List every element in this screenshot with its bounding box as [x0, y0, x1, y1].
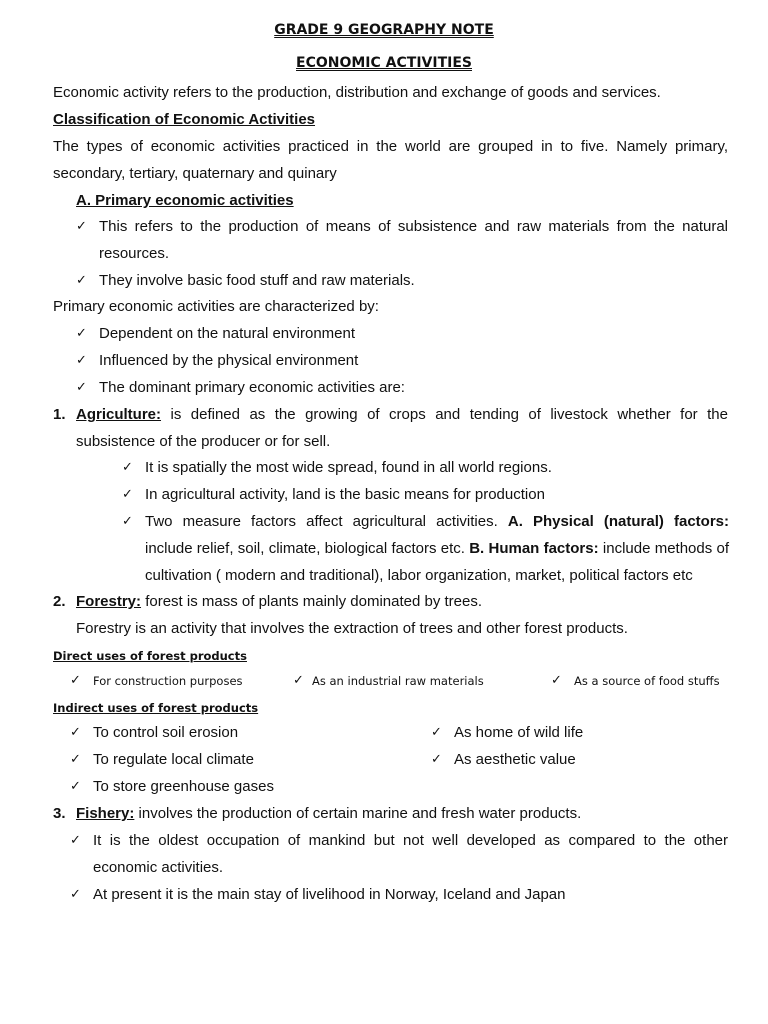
check-icon: ✓: [70, 752, 81, 767]
human-factors-label: B. Human factors:: [469, 540, 599, 557]
fishery-bullet-1: It is the oldest occupation of mankind but not well developed as compared to the other: [93, 832, 728, 849]
forestry-def-text: forest is mass of plants mainly dominated by trees.: [141, 593, 483, 610]
classification-line2: secondary, tertiary, quaternary and quinary: [53, 165, 337, 182]
primary-bullet-1: This refers to the production of means of subsistence and raw materials from the natural: [99, 218, 728, 235]
agriculture-number: 1.: [53, 406, 66, 423]
agriculture-point-2: In agricultural activity, land is the basic means for production: [145, 486, 545, 503]
check-icon: ✓: [76, 380, 87, 395]
fishery-bullet-2: At present it is the main stay of livelihood in Norway, Iceland and Japan: [93, 886, 566, 903]
indirect-use-item: To store greenhouse gases: [93, 778, 274, 795]
physical-factors-label: A. Physical (natural) factors:: [507, 513, 729, 530]
check-icon: ✓: [551, 673, 562, 688]
check-icon: ✓: [122, 514, 133, 529]
direct-use-item: As an industrial raw materials: [312, 674, 484, 688]
direct-use-item: As a source of food stuffs: [574, 674, 720, 688]
primary-char-2: Influenced by the physical environment: [99, 352, 359, 369]
check-icon: ✓: [70, 725, 81, 740]
indirect-use-item: As home of wild life: [454, 724, 584, 741]
agriculture-point-1: It is spatially the most wide spread, found in all world regions.: [145, 459, 552, 476]
indirect-uses-heading: Indirect uses of forest products: [53, 701, 259, 715]
check-icon: ✓: [70, 673, 81, 688]
fishery-def-text: involves the production of certain marine and fresh water products.: [134, 805, 582, 822]
check-icon: ✓: [293, 673, 304, 688]
direct-use-item: For construction purposes: [93, 674, 243, 688]
classification-heading: Classification of Economic Activities: [53, 111, 316, 128]
primary-bullet-1-cont: resources.: [99, 245, 170, 262]
primary-bullet-2: They involve basic food stuff and raw materials.: [99, 272, 415, 289]
check-icon: ✓: [122, 487, 133, 502]
check-icon: ✓: [70, 887, 81, 902]
agriculture-def-text: is defined as the growing of crops and tending of livestock whether for the: [161, 406, 728, 423]
check-icon: ✓: [70, 779, 81, 794]
primary-char-1: Dependent on the natural environment: [99, 325, 356, 342]
page-title: GRADE 9 GEOGRAPHY NOTE: [274, 22, 494, 38]
check-icon: ✓: [76, 219, 87, 234]
fishery-definition: [76, 805, 581, 823]
forestry-definition: [76, 593, 482, 611]
forestry-number: 2.: [53, 593, 66, 610]
check-icon: ✓: [76, 353, 87, 368]
indirect-use-item: To control soil erosion: [93, 724, 239, 741]
agriculture-point-3: [145, 513, 729, 531]
agriculture-definition-cont: subsistence of the producer or for sell.: [76, 433, 331, 450]
indirect-use-item: As aesthetic value: [454, 751, 576, 768]
agriculture-point-3-line3: cultivation ( modern and traditional), labor organization, market, political factors etc: [145, 567, 693, 584]
fishery-term: Fishery:: [76, 805, 135, 822]
agriculture-p3-text: Two measure factors affect agricultural activities.: [145, 513, 508, 530]
agriculture-p3-text3: include methods of: [598, 540, 730, 557]
primary-char-3: The dominant primary economic activities are:: [99, 379, 405, 396]
intro-text: Economic activity refers to the production, distribution and exchange of goods and services.: [53, 84, 661, 101]
check-icon: ✓: [70, 833, 81, 848]
direct-uses-heading: Direct uses of forest products: [53, 649, 247, 663]
check-icon: ✓: [431, 752, 442, 767]
check-icon: ✓: [122, 460, 133, 475]
fishery-bullet-1-cont: economic activities.: [93, 859, 224, 876]
forestry-term: Forestry:: [76, 593, 142, 610]
indirect-use-item: To regulate local climate: [93, 751, 254, 768]
check-icon: ✓: [431, 725, 442, 740]
fishery-number: 3.: [53, 805, 66, 822]
primary-heading: A. Primary economic activities: [76, 192, 294, 209]
primary-characterized: Primary economic activities are characterized by:: [53, 298, 379, 315]
page-subtitle: ECONOMIC ACTIVITIES: [296, 55, 472, 71]
forestry-definition-2: Forestry is an activity that involves the extraction of trees and other forest products.: [76, 620, 628, 637]
agriculture-p3-text2: include relief, soil, climate, biological factors etc.: [145, 540, 470, 557]
agriculture-definition: [76, 406, 728, 424]
agriculture-term: Agriculture:: [76, 406, 162, 423]
agriculture-point-3-line2: [145, 540, 729, 558]
check-icon: ✓: [76, 326, 87, 341]
classification-line1: The types of economic activities practiced in the world are grouped in to five. Namely primary,: [53, 138, 728, 155]
check-icon: ✓: [76, 273, 87, 288]
